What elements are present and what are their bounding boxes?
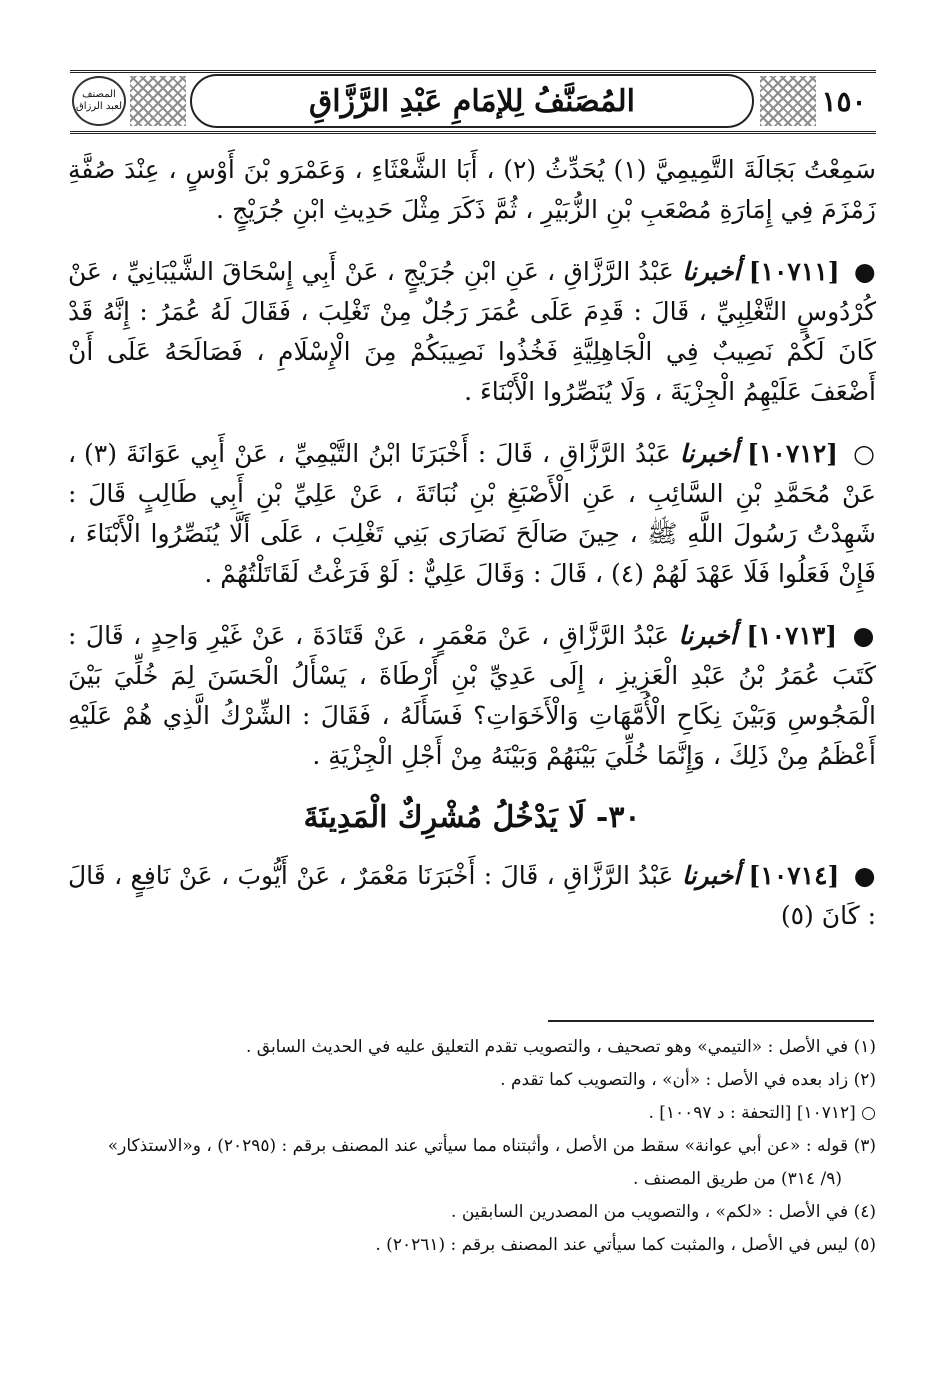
hadith-10711 — [68, 252, 876, 412]
footnote-4: (٤) في الأصل : «لكم» ، والتصويب من المصدرين السابقين . — [451, 1202, 876, 1222]
seal-text: المصنف لعبد الرزاق — [75, 89, 123, 112]
paragraph-continuation: سَمِعْتُ بَجَالَةَ التَّمِيمِيَّ (١) يُحَدِّثُ (٢) ، أَبَا الشَّعْثَاءِ ، وَعَمْرَو بْنَ أَوْسٍ ، عِنْدَ صُفَّةِ زَمْزَمَ فِي إِمَارَةِ مُصْعَبِ بْنِ الزُّبَيْرِ ، ثُمَّ ذَكَرَ مِثْلَ حَدِيثِ ابْنِ جُرَيْجٍ . — [68, 155, 876, 224]
hadith-text: عَبْدُ الرَّزَّاقِ ، عَنِ ابْنِ جُرَيْجٍ ، عَنْ أَبِي إِسْحَاقَ الشَّيْبَانِيِّ ، عَنْ كُرْدُوسٍ التَّغْلِبِيِّ ، قَالَ : قَدِمَ عَلَى عُمَرَ رَجُلٌ مِنْ تَغْلِبَ ، فَقَالَ لَهُ عُمَرُ : إِنَّهُ قَدْ كَانَ لَكُمْ نَصِيبٌ فِي الْجَاهِلِيَّةِ فَخُذُوا نَصِيبَكُمْ مِنَ الْإِسْلَامِ ، فَصَالَحَهُ عَلَى أَنْ أَضْعَفَ عَلَيْهِمُ الْجِزْيَةَ ، وَلَا يُنَصِّرُوا الْأَبْنَاءَ . — [68, 257, 876, 406]
footnotes — [68, 1032, 876, 1263]
hadith-number: [١٠٧١٣] — [746, 621, 838, 650]
ikhbar-word: أخبرنا — [681, 861, 741, 890]
bullet-hollow: ○ — [853, 439, 877, 468]
header-ornament-right — [760, 76, 816, 126]
bullet-solid: ● — [853, 861, 877, 890]
ikhbar-word: أخبرنا — [679, 439, 739, 468]
ikhbar-word: أخبرنا — [682, 257, 741, 286]
page-number: ١٥٠ — [821, 84, 867, 118]
hadith-number: [١٠٧١٤] — [748, 861, 840, 890]
hadith-text: عَبْدُ الرَّزَّاقِ ، عَنْ مَعْمَرٍ ، عَنْ قَتَادَةَ ، عَنْ غَيْرِ وَاحِدٍ ، قَالَ : كَتَبَ عُمَرُ بْنُ عَبْدِ الْعَزِيزِ ، إِلَى عَدِيِّ بْنِ أَرْطَاةَ ، يَسْأَلُ الْحَسَنَ لِمَ خُلِّيَ بَيْنَ الْمَجُوسِ وَبَيْنَ نِكَاحِ الْأُمَّهَاتِ وَالْأَخَوَاتِ؟ فَسَأَلَهُ ، فَقَالَ : الشِّرْكُ الَّذِي هُمْ عَلَيْهِ أَعْظَمُ مِنْ ذَلِكَ ، وَإِنَّمَا خُلِّيَ بَيْنَهُمْ وَبَيْنَهُ مِنْ أَجْلِ الْجِزْيَةِ . — [68, 621, 876, 770]
bullet-solid: ● — [853, 257, 876, 286]
hadith-10714 — [68, 856, 876, 936]
footnote-separator — [548, 1020, 874, 1022]
footnote-3-continued: (٩/ ٣١٤) من طريق المصنف . — [632, 1169, 842, 1189]
book-seal-logo — [72, 76, 126, 126]
footnote-5: (٥) ليس في الأصل ، والمثبت كما سيأتي عند المصنف برقم : (٢٠٢٦١) . — [375, 1235, 876, 1255]
page-header — [70, 70, 876, 134]
bullet-solid: ● — [852, 621, 876, 650]
ikhbar-word: أخبرنا — [678, 621, 737, 650]
hadith-10713 — [68, 616, 876, 776]
hadith-number: [١٠٧١٢] — [747, 439, 838, 468]
footnote-1: (١) في الأصل : «التيمي» وهو تصحيف ، والتصويب تقدم التعليق عليه في الحديث السابق . — [245, 1037, 876, 1057]
footnote-reference-note: ○ [١٠٧١٢] [التحفة : د ١٠٠٩٧] . — [648, 1103, 876, 1123]
hadith-10712 — [68, 434, 876, 594]
footnote-3: (٣) قوله : «عن أبي عوانة» سقط من الأصل ، وأثبتناه مما سيأتي عند المصنف برقم : (٢٠٢٩٥) ، و«الاستذكار» — [107, 1136, 876, 1156]
chapter-heading: ٣٠- لَا يَدْخُلُ مُشْرِكٌ الْمَدِينَةَ — [303, 800, 641, 835]
hadith-number: [١٠٧١١] — [748, 257, 840, 286]
book-title: المُصَنَّفُ لِلإمَامِ عَبْدِ الرَّزَّاقِ — [309, 83, 635, 119]
footnote-2: (٢) زاد بعده في الأصل : «أن» ، والتصويب كما تقدم . — [500, 1070, 876, 1090]
running-title — [190, 74, 754, 128]
main-text — [68, 150, 876, 958]
header-ornament-left — [130, 76, 186, 126]
hadith-text: عَبْدُ الرَّزَّاقِ ، قَالَ : أَخْبَرَنَا ابْنُ التَّيْمِيِّ ، عَنْ أَبِي عَوَانَةَ (٣) ، عَنْ مُحَمَّدِ بْنِ السَّائِبِ ، عَنِ الْأَصْبَغِ بْنِ نُبَاتَةَ ، عَنْ عَلِيِّ بْنِ أَبِي طَالِبٍ قَالَ : شَهِدْتُ رَسُولَ اللَّهِ ﷺ ، حِينَ صَالَحَ نَصَارَى بَنِي تَغْلِبَ ، عَلَى أَلَّا يُنَصِّرُوا الْأَبْنَاءَ ، فَإِنْ فَعَلُوا فَلَا عَهْدَ لَهُمْ (٤) ، قَالَ : وَقَالَ عَلِيٌّ : لَوْ فَرَغْتُ لَقَاتَلْتُهُمْ . — [68, 439, 876, 588]
hadith-text: عَبْدُ الرَّزَّاقِ ، قَالَ : أَخْبَرَنَا مَعْمَرٌ ، عَنْ أَيُّوبَ ، عَنْ نَافِعٍ ، قَالَ : كَانَ (٥) — [68, 861, 876, 930]
